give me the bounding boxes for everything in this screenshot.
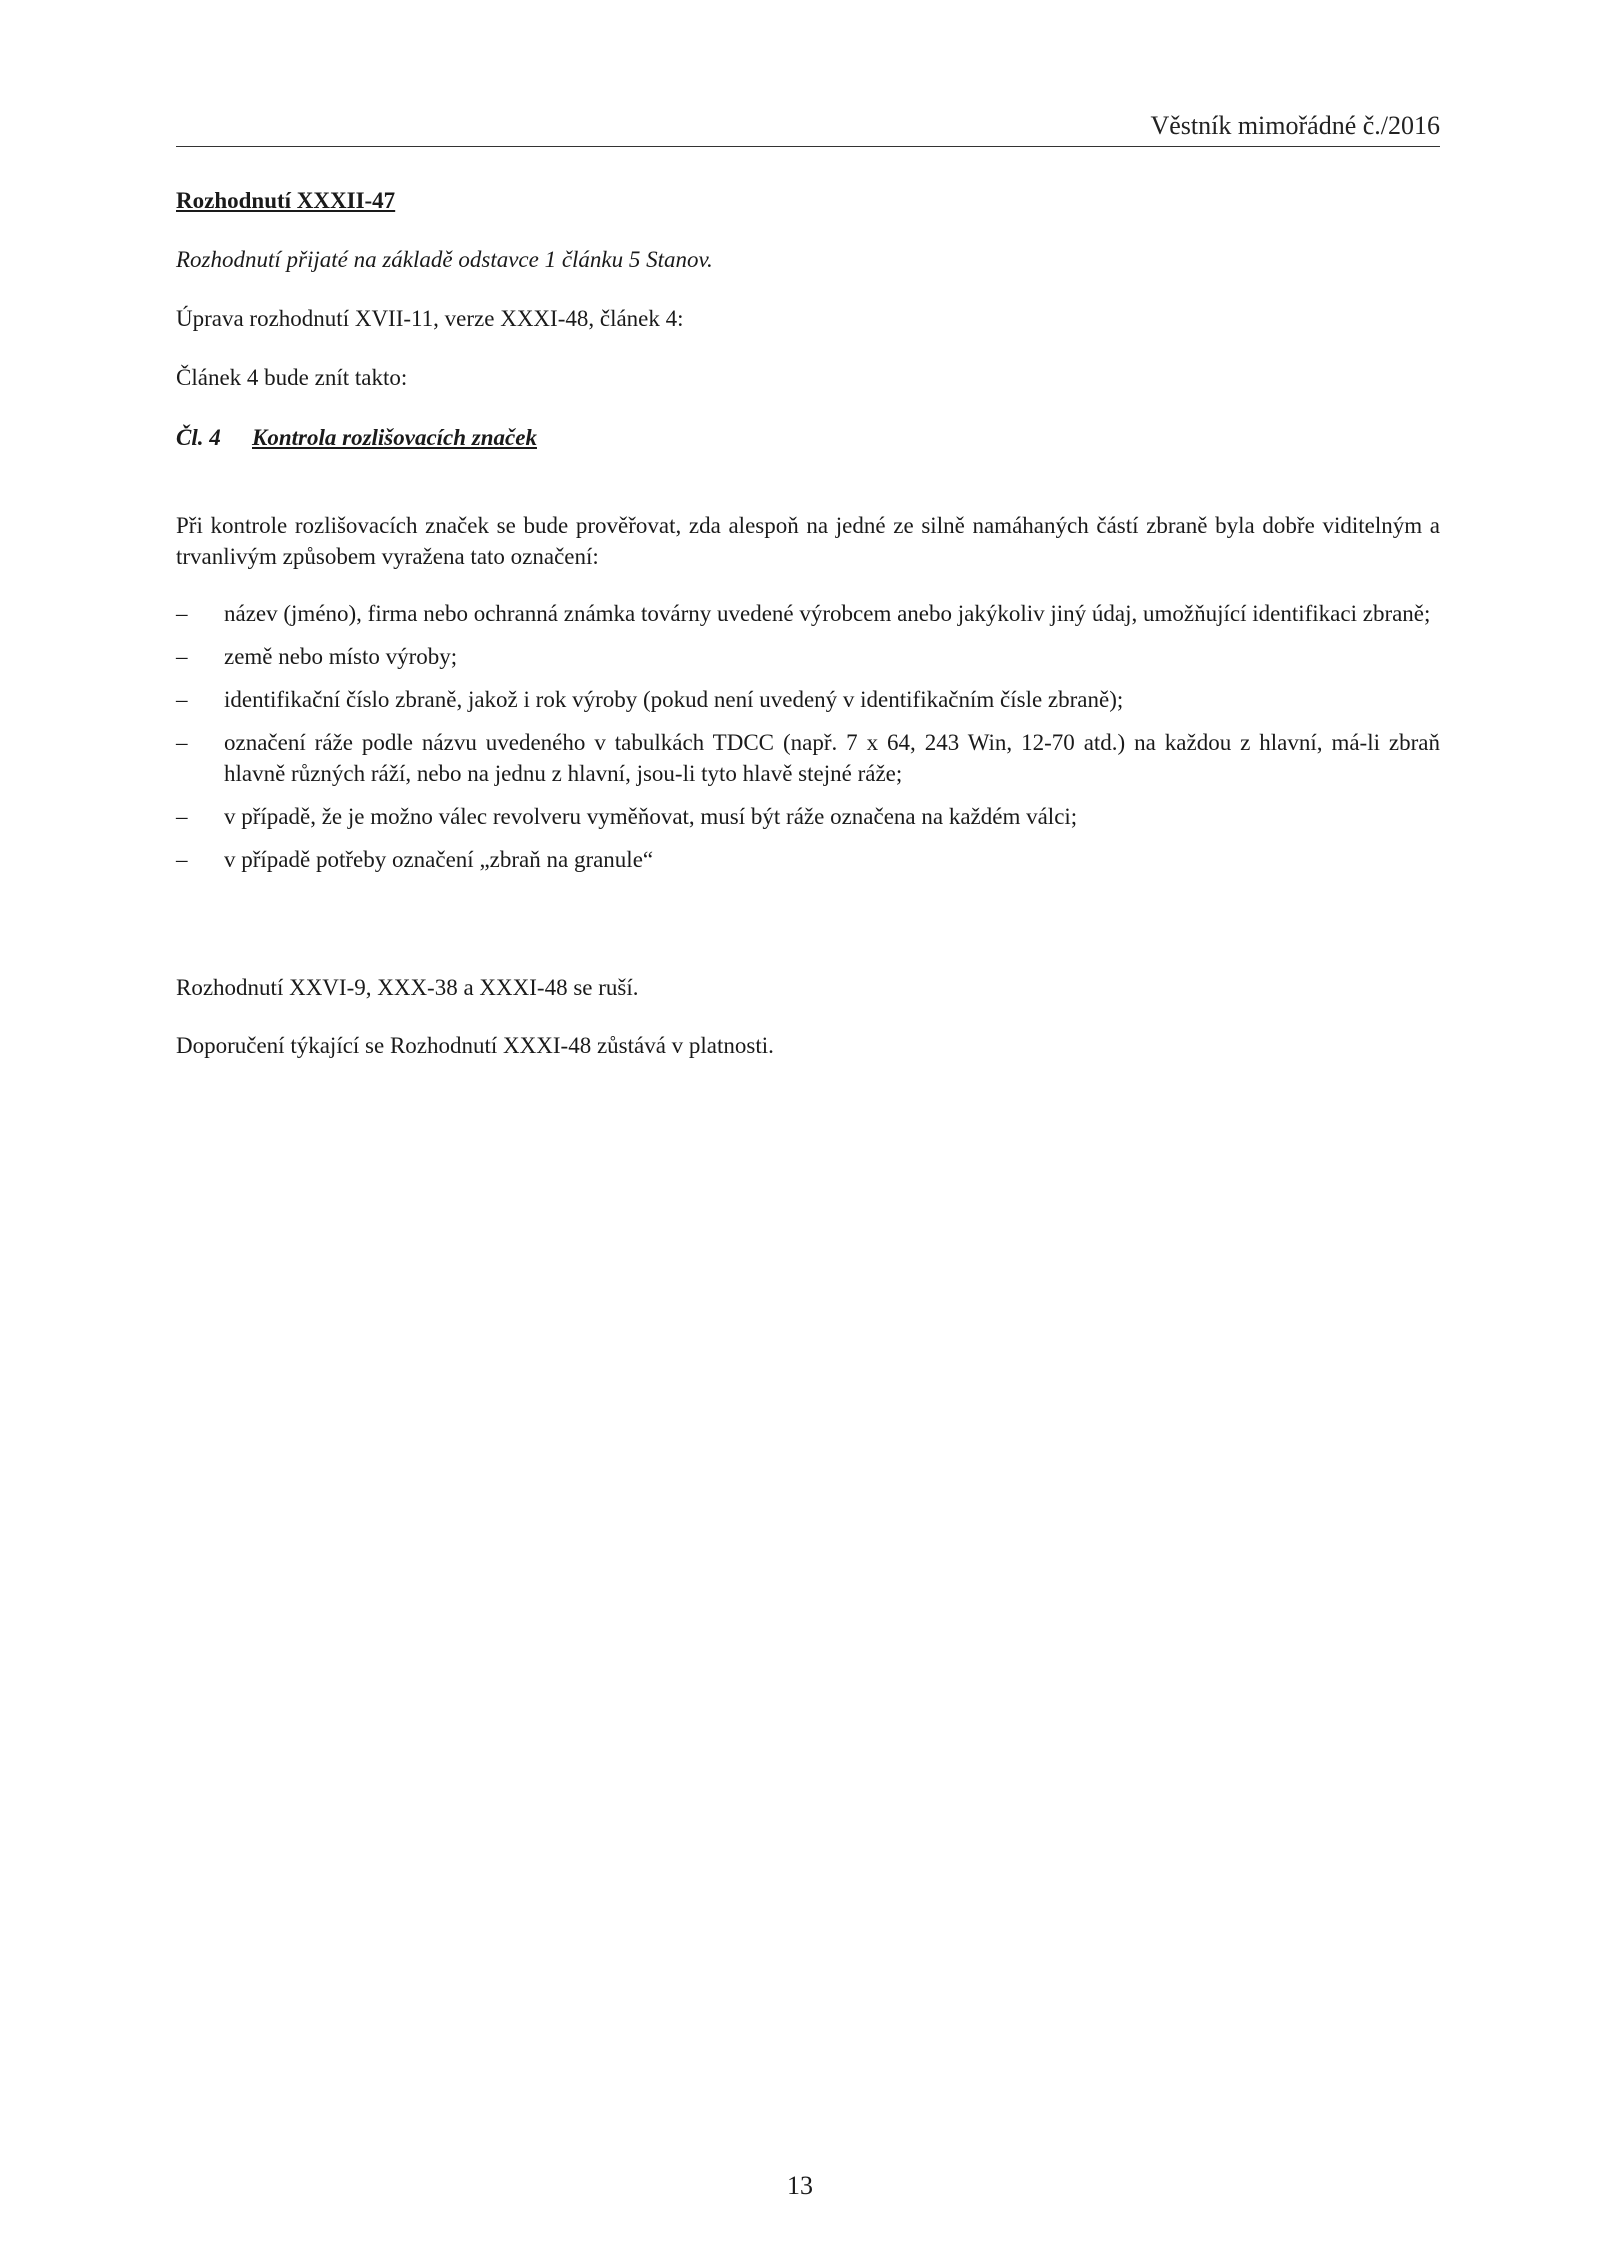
list-item [176, 684, 1440, 715]
list-item-text: země nebo místo výroby; [224, 644, 458, 669]
article-number: Čl. 4 [176, 425, 221, 450]
article-heading [176, 422, 1440, 453]
running-header: Věstník mimořádné č./2016 [1150, 111, 1440, 140]
list-item-text: v případě potřeby označení „zbraň na granule“ [224, 847, 654, 872]
list-item [176, 801, 1440, 832]
header-rule [176, 146, 1440, 147]
list-item-text: název (jméno), firma nebo ochranná známka továrny uvedené výrobcem anebo jakýkoliv jiný údaj, umožňující identifikaci zbraně; [224, 601, 1431, 626]
bullet-dash: – [176, 847, 188, 872]
marking-list [176, 598, 1440, 887]
decision-title: Rozhodnutí XXXII-47 [176, 188, 396, 213]
list-item [176, 844, 1440, 875]
bullet-dash: – [176, 730, 188, 755]
list-item-text: označení ráže podle názvu uvedeného v tabulkách TDCC (např. 7 x 64, 243 Win, 12-70 atd.) na každou z hlavní, má-li zbraň hlavně různých ráží, nebo na jednu z hlavní, jsou-li tyto hlavě stejné ráže; [224, 730, 1440, 786]
list-item [176, 727, 1440, 789]
list-item-text: identifikační číslo zbraně, jakož i rok výroby (pokud není uvedený v identifikačním čísle zbraně); [224, 687, 1124, 712]
recommendation-line: Doporučení týkající se Rozhodnutí XXXI-48 zůstává v platnosti. [176, 1033, 774, 1058]
bullet-dash: – [176, 644, 188, 669]
bullet-dash: – [176, 601, 188, 626]
bullet-dash: – [176, 687, 188, 712]
article-title: Kontrola rozlišovacích značek [252, 425, 537, 450]
bullet-dash: – [176, 804, 188, 829]
page-number: 13 [787, 2171, 813, 2200]
amendment-line: Úprava rozhodnutí XVII-11, verze XXXI-48, článek 4: [176, 306, 684, 331]
article-paragraph: Při kontrole rozlišovacích značek se bude prověřovat, zda alespoň na jedné ze silně namáhaných částí zbraně byla dobře viditelným a trvanlivým způsobem vyražena tato označení: [176, 513, 1440, 569]
list-item [176, 598, 1440, 629]
repeal-line: Rozhodnutí XXVI-9, XXX-38 a XXXI-48 se ruší. [176, 975, 639, 1000]
decision-intro: Rozhodnutí přijaté na základě odstavce 1 článku 5 Stanov. [176, 247, 713, 272]
list-item-text: v případě, že je možno válec revolveru vyměňovat, musí být ráže označena na každém válci; [224, 804, 1078, 829]
list-item [176, 641, 1440, 672]
article-wording-line: Článek 4 bude znít takto: [176, 365, 408, 390]
